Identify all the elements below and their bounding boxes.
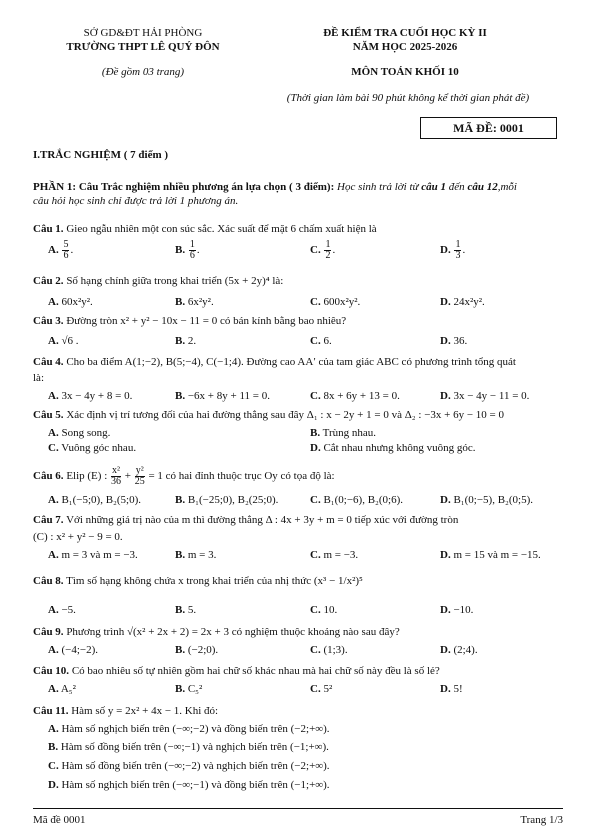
question-7-line2: (C) : x² + y² − 9 = 0. bbox=[33, 531, 123, 543]
q9-option-a: A. (−4;−2). bbox=[48, 644, 98, 656]
q6-option-c: C. B₁(0;−6), B₂(0;6). bbox=[310, 494, 404, 506]
question-4-line2: là: bbox=[33, 372, 44, 384]
q9-option-c: C. (1;3). bbox=[310, 644, 348, 656]
q11-option-b: B. Hàm số đồng biến trên (−∞;−1) và nghịch biến trên (−1;+∞). bbox=[48, 741, 329, 753]
q6-option-d: D. B₁(0;−5), B₂(0;5). bbox=[440, 494, 534, 506]
question-6: Câu 6. Elip (E) : $\frac{\text{x²}}{36}$ + $\frac{\text{y²}}{25}$ = 1 có hai đỉnh thuộc trục Oy có tọa độ là: bbox=[33, 464, 335, 487]
question-7: Câu 7. Với những giá trị nào của m thì đường thẳng Δ : 4x + 3y + m = 0 tiếp xúc với đường tròn bbox=[33, 514, 459, 526]
question-1: Câu 1. Gieo ngẫu nhiên một con súc sắc. Xác suất để mặt 6 chấm xuất hiện là bbox=[33, 223, 377, 235]
q4-option-b: B. −6x + 8y + 11 = 0. bbox=[175, 390, 270, 402]
q3-option-c: C. 6. bbox=[310, 335, 332, 347]
q8-option-c: C. 10. bbox=[310, 604, 338, 616]
q5-option-a: A. Song song. bbox=[48, 427, 111, 439]
question-2: Câu 2. Số hạng chính giữa trong khai triển (5x + 2y)⁴ là: bbox=[33, 275, 284, 287]
exam-subject: MÔN TOÁN KHỐI 10 bbox=[351, 66, 459, 78]
q1-option-a: A. $\frac{5}{6}$ . bbox=[48, 239, 74, 261]
q10-option-b: B. C₅² bbox=[175, 683, 203, 695]
footer-divider bbox=[33, 808, 563, 809]
q7-option-c: C. m = −3. bbox=[310, 549, 359, 561]
exam-year: NĂM HỌC 2025-2026 bbox=[352, 41, 458, 53]
question-5: Câu 5. Xác định vị trí tương đối của hai đường thẳng sau đây Δ₁ : x − 2y + 1 = 0 và Δ₂ : −3x + 6y − 10 = 0 bbox=[33, 409, 505, 421]
exam-code-box: MÃ ĐỀ: 0001 bbox=[420, 117, 557, 139]
question-8: Câu 8. Tìm số hạng không chứa x trong khai triển của nhị thức (x³ − 1/x²)⁵ bbox=[33, 575, 363, 587]
q2-option-b: B. 6x²y². bbox=[175, 296, 214, 308]
q6-option-b: B. B₁(−25;0), B₂(25;0). bbox=[175, 494, 279, 506]
q4-option-c: C. 8x + 6y + 13 = 0. bbox=[310, 390, 400, 402]
q1-option-d: D. $\frac{1}{3}$ . bbox=[440, 239, 466, 261]
q3-option-d: D. 36. bbox=[440, 335, 468, 347]
q8-option-a: A. −5. bbox=[48, 604, 76, 616]
q10-option-d: D. 5! bbox=[440, 683, 463, 695]
q7-option-b: B. m = 3. bbox=[175, 549, 217, 561]
part1-title: PHẦN 1: Câu Trắc nghiệm nhiều phương án lựa chọn ( 3 điểm): bbox=[33, 181, 335, 193]
part1-instruction-line2: câu hỏi học sinh chỉ được trả lời 1 phương án. bbox=[33, 195, 239, 207]
q6-option-a: A. B₁(−5;0), B₂(5;0). bbox=[48, 494, 142, 506]
q2-option-a: A. 60x²y². bbox=[48, 296, 93, 308]
q5-option-b: B. Trùng nhau. bbox=[310, 427, 377, 439]
section-title: I.TRẮC NGHIỆM ( 7 điểm ) bbox=[33, 149, 169, 161]
header-school: TRƯỜNG THPT LÊ QUÝ ĐÔN bbox=[66, 41, 220, 53]
footer-exam-code: Mã đề 0001 bbox=[33, 814, 86, 826]
q1-option-b: B. $\frac{1}{6}$ . bbox=[175, 239, 200, 261]
q2-option-d: D. 24x²y². bbox=[440, 296, 485, 308]
exam-time-note: (Thời gian làm bài 90 phút không kể thời gian phát đề) bbox=[286, 92, 530, 104]
q7-option-a: A. m = 3 và m = −3. bbox=[48, 549, 138, 561]
header-dept: SỞ GD&ĐT HẢI PHÒNG bbox=[83, 27, 203, 39]
exam-title: ĐỀ KIỂM TRA CUỐI HỌC KỲ II bbox=[323, 27, 487, 39]
q11-option-a: A. Hàm số nghịch biến trên (−∞;−2) và đồng biến trên (−2;+∞). bbox=[48, 723, 330, 735]
q1-option-c: C. $\frac{1}{2}$ . bbox=[310, 239, 336, 261]
q4-option-a: A. 3x − 4y + 8 = 0. bbox=[48, 390, 133, 402]
header-pages-note: (Đề gồm 03 trang) bbox=[101, 66, 185, 78]
q8-option-d: D. −10. bbox=[440, 604, 474, 616]
part1-instruction: PHẦN 1: Câu Trắc nghiệm nhiều phương án lựa chọn ( 3 điểm): Học sinh trả lời từ câu 1 đến câu 12,mỗi bbox=[33, 181, 517, 193]
question-11: Câu 11. Hàm số y = 2x² + 4x − 1. Khi đó: bbox=[33, 705, 219, 717]
q7-option-d: D. m = 15 và m = −15. bbox=[440, 549, 541, 561]
q3-option-a: A. √6 . bbox=[48, 335, 79, 347]
question-10: Câu 10. Có bao nhiêu số tự nhiên gồm hai chữ số khác nhau mà hai chữ số này đều là số lẻ? bbox=[33, 665, 440, 677]
question-9: Câu 9. Phương trình √(x² + 2x + 2) = 2x + 3 có nghiệm thuộc khoảng nào sau đây? bbox=[33, 626, 400, 638]
question-3: Câu 3. Đường tròn x² + y² − 10x − 11 = 0 có bán kính bằng bao nhiêu? bbox=[33, 315, 347, 327]
q4-option-d: D. 3x − 4y − 11 = 0. bbox=[440, 390, 530, 402]
q10-option-a: A. A₅² bbox=[48, 683, 76, 695]
q11-option-d: D. Hàm số nghịch biến trên (−∞;−1) và đồng biến trên (−1;+∞). bbox=[48, 779, 330, 791]
q10-option-c: C. 5² bbox=[310, 683, 333, 695]
q8-option-b: B. 5. bbox=[175, 604, 197, 616]
q5-option-d: D. Cắt nhau nhưng không vuông góc. bbox=[310, 442, 476, 454]
q9-option-b: B. (−2;0). bbox=[175, 644, 219, 656]
q9-option-d: D. (2;4). bbox=[440, 644, 478, 656]
q2-option-c: C. 600x²y². bbox=[310, 296, 361, 308]
q3-option-b: B. 2. bbox=[175, 335, 197, 347]
q5-option-c: C. Vuông góc nhau. bbox=[48, 442, 137, 454]
q11-option-c: C. Hàm số đồng biến trên (−∞;−2) và nghịch biến trên (−2;+∞). bbox=[48, 760, 330, 772]
footer-page-number: Trang 1/3 bbox=[520, 814, 563, 826]
question-4: Câu 4. Cho ba điểm A(1;−2), B(5;−4), C(−1;4). Đường cao AA′ của tam giác ABC có phương trình tổng quát bbox=[33, 356, 516, 368]
